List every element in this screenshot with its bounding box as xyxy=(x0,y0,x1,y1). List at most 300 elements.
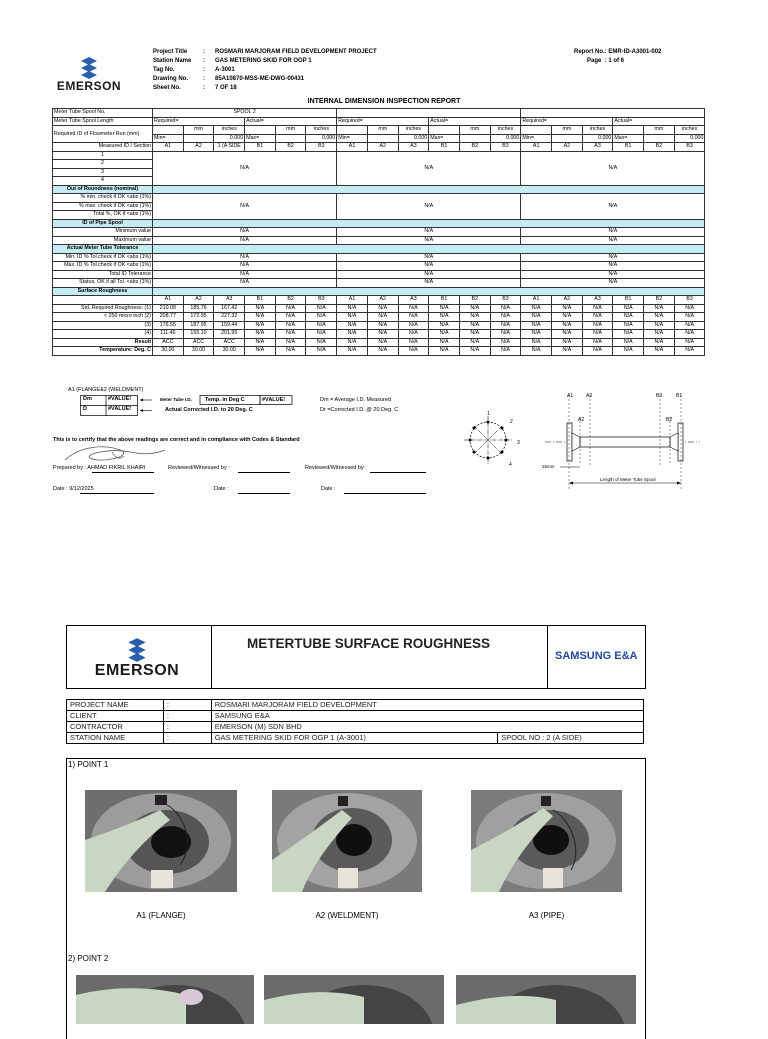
report-header: Project Title : ROSMARI MARJORAM FIELD DEVELOPMENT PROJECT Station Name : GAS METERING SKID FOR OGP 1 Tag No. : A-3001 Drawing No. : 85A10870-MSS-ME-DWG-00431 Sheet No. : 7 OF 18 xyxy=(153,49,377,91)
required-label: Required= xyxy=(153,117,245,126)
na-cell: N/A xyxy=(521,194,705,220)
section-header: B3 xyxy=(674,143,705,152)
actual-corrected-label: Actual Corrected I.D. to 20 Deg. C xyxy=(165,407,253,413)
unit-mm: mm xyxy=(552,126,583,135)
table-row xyxy=(53,185,705,194)
na-cell: N/A xyxy=(552,338,583,347)
prepared-line xyxy=(92,472,154,473)
na-cell: N/A xyxy=(153,194,337,220)
header-key: Tag No. xyxy=(153,67,175,73)
section-header: A1 xyxy=(521,143,552,152)
header-value: 85A10870-MSS-ME-DWG-00431 xyxy=(215,76,305,82)
section-header: B1 xyxy=(613,143,644,152)
na-cell: N/A xyxy=(398,347,429,356)
table-cell xyxy=(459,134,490,143)
pipe-interior-photo xyxy=(456,975,636,1024)
emerson-logo-text: EMERSON xyxy=(94,662,180,679)
na-cell: N/A xyxy=(275,347,306,356)
na-cell: N/A xyxy=(367,347,398,356)
section-header: B2 xyxy=(644,296,675,305)
section-header: B2 xyxy=(275,143,306,152)
roughness-value: 210.08 xyxy=(153,304,184,313)
table-cell xyxy=(644,134,675,143)
section-header: A2 xyxy=(552,143,583,152)
required-label: Required= xyxy=(337,117,429,126)
section-header: A2 xyxy=(367,143,398,152)
temperature-value: 30.00 xyxy=(183,347,214,356)
na-cell: N/A xyxy=(245,338,276,347)
na-cell: N/A xyxy=(613,304,644,313)
table-row xyxy=(53,287,705,296)
report-number xyxy=(574,48,661,66)
table-row xyxy=(53,219,705,228)
pipe-interior-photo xyxy=(471,790,622,892)
info-value: ROSMARI MARJORAM FIELD DEVELOPMENT xyxy=(211,700,643,711)
na-cell: N/A xyxy=(367,313,398,322)
section-header: A3 xyxy=(214,296,245,305)
spool-value: SPOOL 2 xyxy=(153,109,337,118)
roughness-value: 227.32 xyxy=(214,313,245,322)
reviewed-by-1: Reviewed/Witnessed by : xyxy=(168,465,230,471)
row-index: 1 xyxy=(53,151,153,160)
header-key: Sheet No. xyxy=(153,85,181,91)
header-value: A-3001 xyxy=(215,67,235,73)
na-cell: N/A xyxy=(153,270,337,279)
unit-inches: inches xyxy=(214,126,245,135)
dm-note: Dm = Average I.D. Measured xyxy=(320,397,391,403)
na-cell: N/A xyxy=(337,151,521,185)
dr-value: #VALUE! xyxy=(108,406,132,412)
row-label: Measured ID / Section xyxy=(53,143,153,152)
na-cell: N/A xyxy=(245,313,276,322)
na-cell: N/A xyxy=(153,253,337,262)
table-row xyxy=(53,236,705,245)
na-cell: N/A xyxy=(521,262,705,271)
roughness-label: (3) xyxy=(53,321,153,330)
na-cell: N/A xyxy=(398,330,429,339)
roughness-value: 208.77 xyxy=(153,313,184,322)
table-row xyxy=(53,304,705,313)
info-colon: : xyxy=(163,733,211,744)
section-header: A3 xyxy=(582,143,613,152)
na-cell: N/A xyxy=(337,338,368,347)
row-label: Status, OK if all Tol. <abs (1%) xyxy=(53,279,153,288)
section-header: A1 xyxy=(521,296,552,305)
row-label: Minimum value xyxy=(53,228,153,237)
row-label: % max. check if OK <abs (1%) xyxy=(53,202,153,211)
unit-inches: inches xyxy=(674,126,705,135)
date-2: Date : xyxy=(214,486,229,492)
roughness-label: (4) xyxy=(53,330,153,339)
na-cell: N/A xyxy=(459,347,490,356)
na-cell: N/A xyxy=(521,321,552,330)
na-cell: N/A xyxy=(521,313,552,322)
point-3-label: 3 xyxy=(517,440,520,446)
na-cell: N/A xyxy=(613,338,644,347)
na-cell: N/A xyxy=(275,304,306,313)
date-line-1 xyxy=(80,493,154,494)
roughness-value: 167.42 xyxy=(214,304,245,313)
section-title: Surface Roughness xyxy=(53,287,153,296)
na-cell: N/A xyxy=(275,330,306,339)
info-key: CLIENT xyxy=(67,711,164,722)
temperature-value: 30.00 xyxy=(153,347,184,356)
na-cell: N/A xyxy=(306,321,337,330)
section-header: B2 xyxy=(275,296,306,305)
na-cell: N/A xyxy=(337,194,521,220)
roughness-value: 185.76 xyxy=(183,304,214,313)
na-cell: N/A xyxy=(367,338,398,347)
na-cell: N/A xyxy=(275,313,306,322)
na-cell: N/A xyxy=(398,321,429,330)
na-cell: N/A xyxy=(153,262,337,271)
na-cell: N/A xyxy=(245,347,276,356)
table-cell xyxy=(521,109,705,118)
na-cell: N/A xyxy=(521,236,705,245)
row-index: 4 xyxy=(53,177,153,186)
caption-a1: A1 (FLANGE) xyxy=(136,911,186,920)
unit-mm: mm xyxy=(183,126,214,135)
max-inches: 0.000 xyxy=(306,134,337,143)
info-value: GAS METERING SKID FOR OGP 1 (A-3001) xyxy=(211,733,497,744)
spool-no: SPOOL NO : 2 (A SIDE) xyxy=(498,733,644,744)
na-cell: N/A xyxy=(429,304,460,313)
table-cell xyxy=(337,126,368,135)
section-header: A2 xyxy=(183,296,214,305)
section-header: B2 xyxy=(459,143,490,152)
section-header: B2 xyxy=(644,143,675,152)
point-1-heading: 1) POINT 1 xyxy=(68,760,109,769)
table-row xyxy=(53,338,705,347)
na-cell: N/A xyxy=(459,330,490,339)
dm-value: #VALUE! xyxy=(108,396,132,402)
na-cell: N/A xyxy=(521,304,552,313)
row-label: Total ID Tolerance xyxy=(53,270,153,279)
na-cell: N/A xyxy=(398,313,429,322)
na-cell: N/A xyxy=(337,304,368,313)
section-header: B3 xyxy=(306,143,337,152)
table-row xyxy=(53,296,705,305)
unit-mm: mm xyxy=(275,126,306,135)
table-row xyxy=(53,313,705,322)
reviewed-line-2 xyxy=(370,472,426,473)
dm-label: Dm xyxy=(83,396,92,402)
na-cell: N/A xyxy=(674,321,705,330)
header-key: Drawing No. xyxy=(153,76,189,82)
na-cell: N/A xyxy=(429,338,460,347)
unit-mm: mm xyxy=(644,126,675,135)
min-inches: 0.000 xyxy=(214,134,245,143)
unit-mm: mm xyxy=(367,126,398,135)
project-info-table xyxy=(66,699,644,744)
min-label: Min= xyxy=(337,134,368,143)
na-cell: N/A xyxy=(674,330,705,339)
max-label: Max= xyxy=(429,134,460,143)
signature xyxy=(60,440,170,468)
page-label: Page xyxy=(587,58,602,64)
na-cell: N/A xyxy=(674,347,705,356)
na-cell: N/A xyxy=(521,279,705,288)
info-row xyxy=(67,700,644,711)
na-cell: N/A xyxy=(337,321,368,330)
photo-a3-pipe xyxy=(471,790,622,892)
section-fill xyxy=(153,219,705,228)
photo-point2-a1 xyxy=(76,975,254,1024)
table-row xyxy=(53,330,705,339)
b3-label: B3 xyxy=(656,393,663,399)
section-header: 1 (A SIDE xyxy=(214,143,245,152)
emerson-logo-mark-icon xyxy=(124,638,150,662)
unit-inches: inches xyxy=(398,126,429,135)
min-inches: 0.000 xyxy=(582,134,613,143)
info-key: PROJECT NAME xyxy=(67,700,164,711)
na-cell: N/A xyxy=(245,330,276,339)
dr-note: Dr =Corrected I.D. @ 20 Deg. C xyxy=(320,407,399,413)
reviewed-by-2: Reviewed/Witnessed by : xyxy=(305,465,367,471)
na-cell: N/A xyxy=(490,321,521,330)
a3-label: A3 xyxy=(586,393,593,399)
table-row xyxy=(53,245,705,254)
na-cell: N/A xyxy=(613,313,644,322)
header-value: 7 OF 18 xyxy=(215,85,237,91)
table-cell xyxy=(245,126,276,135)
na-cell: N/A xyxy=(552,347,583,356)
section-title: Out of Roundness (nominal) xyxy=(53,185,153,194)
table-row xyxy=(53,347,705,356)
table-row xyxy=(53,321,705,330)
spool-side-diagram xyxy=(540,395,705,490)
na-cell: N/A xyxy=(521,330,552,339)
table-row xyxy=(53,262,705,271)
section-fill xyxy=(153,287,705,296)
section-header: B3 xyxy=(490,296,521,305)
section-header: B1 xyxy=(613,296,644,305)
min-label: Min= xyxy=(153,134,184,143)
roughness-value: 176.55 xyxy=(153,321,184,330)
na-cell: N/A xyxy=(521,338,552,347)
na-cell: N/A xyxy=(582,330,613,339)
result-value: ACC xyxy=(214,338,245,347)
na-cell: N/A xyxy=(674,338,705,347)
section-fill xyxy=(153,185,705,194)
na-cell: N/A xyxy=(644,347,675,356)
min-label: Min= xyxy=(521,134,552,143)
table-cell xyxy=(521,126,552,135)
point-2-heading: 2) POINT 2 xyxy=(68,954,109,963)
na-cell: N/A xyxy=(459,304,490,313)
na-cell: N/A xyxy=(337,228,521,237)
min-inches: 0.000 xyxy=(398,134,429,143)
temp-in-deg-label: Temp. in Deg C xyxy=(205,397,245,403)
table-row xyxy=(53,126,705,135)
table-row xyxy=(53,253,705,262)
na-cell: N/A xyxy=(398,338,429,347)
table-row xyxy=(53,117,705,126)
section-header: A2 xyxy=(552,296,583,305)
na-cell: N/A xyxy=(306,304,337,313)
photo-point2-a3 xyxy=(456,975,636,1024)
actual-label: Actual= xyxy=(429,117,521,126)
b2-label: B2 xyxy=(666,417,673,423)
section-header: B2 xyxy=(459,296,490,305)
actual-label: Actual= xyxy=(245,117,337,126)
na-cell: N/A xyxy=(644,313,675,322)
header-key: Project Title xyxy=(153,49,188,55)
table-cell xyxy=(183,134,214,143)
table-row xyxy=(53,143,705,152)
date-3: Date : xyxy=(321,486,336,492)
na-cell: N/A xyxy=(367,321,398,330)
roughness-value: 172.95 xyxy=(183,313,214,322)
na-cell: N/A xyxy=(552,313,583,322)
caption-a2: A2 (WELDMENT) xyxy=(315,911,379,920)
emerson-logo xyxy=(56,57,122,93)
emerson-logo-mark-icon xyxy=(77,57,101,79)
info-value: SAMSUNG E&A xyxy=(211,711,643,722)
emerson-logo-text: EMERSON xyxy=(56,79,122,93)
header-value: GAS METERING SKID FOR OGP 1 xyxy=(215,58,312,64)
max-inches: 0.000 xyxy=(490,134,521,143)
na-cell: N/A xyxy=(582,321,613,330)
emerson-logo-2 xyxy=(87,638,187,680)
roughness-value: 155.10 xyxy=(183,330,214,339)
length-label: Length of Meter Tube Spool xyxy=(600,477,656,482)
na-cell: N/A xyxy=(490,347,521,356)
table-cell xyxy=(429,126,460,135)
actual-label: Actual= xyxy=(613,117,705,126)
info-colon: : xyxy=(163,711,211,722)
certify-statement: This is to certify that the above readings are correct and in compliance with Codes & Standard xyxy=(53,437,300,443)
na-cell: N/A xyxy=(459,321,490,330)
na-cell: N/A xyxy=(245,321,276,330)
na-cell: N/A xyxy=(275,321,306,330)
na-cell: N/A xyxy=(429,330,460,339)
result-value: ACC xyxy=(153,338,184,347)
meter-tube-id-label: Meter Tube I.D. xyxy=(160,397,192,402)
max-label: Max= xyxy=(245,134,276,143)
b1-label: B1 xyxy=(676,393,683,399)
na-cell: N/A xyxy=(367,304,398,313)
roughness-value: 187.95 xyxy=(183,321,214,330)
na-cell: N/A xyxy=(153,228,337,237)
na-cell: N/A xyxy=(337,279,521,288)
section-header: B3 xyxy=(490,143,521,152)
a1-label: A1 xyxy=(567,393,574,399)
row-label: % min. check if OK <abs (1%) xyxy=(53,194,153,203)
photo-a1-flange xyxy=(85,790,237,892)
roughness-label: < 250 micro inch (2) xyxy=(53,313,153,322)
temperature-label: Temperature: Deg. C xyxy=(53,347,153,356)
section-header: A1 xyxy=(153,143,184,152)
dim-25mm: 25mm xyxy=(542,464,555,469)
point-1-label: 1 xyxy=(487,411,490,417)
pipe-interior-photo xyxy=(272,790,422,892)
na-cell: N/A xyxy=(337,347,368,356)
date-1: Date : 9/12/2025 xyxy=(53,486,94,492)
section-header: B3 xyxy=(674,296,705,305)
na-cell: N/A xyxy=(644,304,675,313)
info-key: STATION NAME xyxy=(67,733,164,744)
section-title: ID of Pipe Spool xyxy=(53,219,153,228)
na-cell: N/A xyxy=(644,330,675,339)
table-cell xyxy=(613,126,644,135)
header-value: ROSMARI MARJORAM FIELD DEVELOPMENT PROJECT xyxy=(215,49,377,55)
na-cell: N/A xyxy=(613,321,644,330)
section-header: A1 xyxy=(337,296,368,305)
row-index: 3 xyxy=(53,168,153,177)
header-key: Station Name xyxy=(153,58,192,64)
page-value: : 1 of 6 xyxy=(604,58,625,64)
info-row xyxy=(67,733,644,744)
unit-inches: inches xyxy=(490,126,521,135)
section-header: A1 xyxy=(153,296,184,305)
point-4-label: 4 xyxy=(509,462,512,468)
pipe-interior-photo xyxy=(85,790,237,892)
table-row xyxy=(53,109,705,118)
section-header: A1 xyxy=(337,143,368,152)
samsung-logo: SAMSUNG E&A xyxy=(555,650,638,662)
prepared-by: Prepared by : AHMAD FIKRIL KHAIRI xyxy=(53,465,146,471)
na-cell: N/A xyxy=(429,321,460,330)
na-cell: N/A xyxy=(552,330,583,339)
na-cell: N/A xyxy=(306,330,337,339)
roughness-title: METERTUBE SURFACE ROUGHNESS xyxy=(247,636,491,651)
pipe-interior-photo xyxy=(76,975,254,1024)
table-cell xyxy=(275,134,306,143)
section-header: A3 xyxy=(398,296,429,305)
na-cell: N/A xyxy=(398,304,429,313)
info-row xyxy=(67,711,644,722)
section-header: B1 xyxy=(429,143,460,152)
flange-weldment-label: A1 (FLANGE&2 (WELDMENT) xyxy=(68,387,144,393)
caption-a3: A3 (PIPE) xyxy=(528,911,565,920)
info-colon: : xyxy=(163,700,211,711)
na-cell: N/A xyxy=(245,304,276,313)
table-row xyxy=(53,279,705,288)
roughness-value: 111.46 xyxy=(153,330,184,339)
section-fill xyxy=(153,245,705,254)
na-cell: N/A xyxy=(337,313,368,322)
point-2-label: 2 xyxy=(510,419,513,425)
result-label: Result xyxy=(53,338,153,347)
na-cell: N/A xyxy=(429,347,460,356)
row-label: Total %, OK if <abs (1%) xyxy=(53,211,153,220)
row-index: 2 xyxy=(53,160,153,169)
a2-label: A2 xyxy=(578,417,585,423)
row-label: Required ID of Flowmeter Run (mm) xyxy=(53,126,153,143)
row-label: Min. ID % Tol.check if OK <abs (1%) xyxy=(53,253,153,262)
report-no-label: Report No.: xyxy=(574,49,607,55)
na-cell: N/A xyxy=(521,347,552,356)
na-cell: N/A xyxy=(337,262,521,271)
na-cell: N/A xyxy=(552,321,583,330)
temperature-value: 30.00 xyxy=(214,347,245,356)
na-cell: N/A xyxy=(582,313,613,322)
na-cell: N/A xyxy=(644,321,675,330)
di-label: D xyxy=(83,406,87,412)
na-cell: N/A xyxy=(153,236,337,245)
na-cell: N/A xyxy=(490,330,521,339)
report-no-value: EMR-ID-A3001-002 xyxy=(608,49,662,55)
na-cell: N/A xyxy=(521,270,705,279)
na-cell: N/A xyxy=(490,313,521,322)
table-cell xyxy=(337,109,521,118)
section-header: B3 xyxy=(306,296,337,305)
na-cell: N/A xyxy=(337,330,368,339)
na-cell: N/A xyxy=(521,151,705,185)
table-row xyxy=(53,270,705,279)
na-cell: N/A xyxy=(644,338,675,347)
